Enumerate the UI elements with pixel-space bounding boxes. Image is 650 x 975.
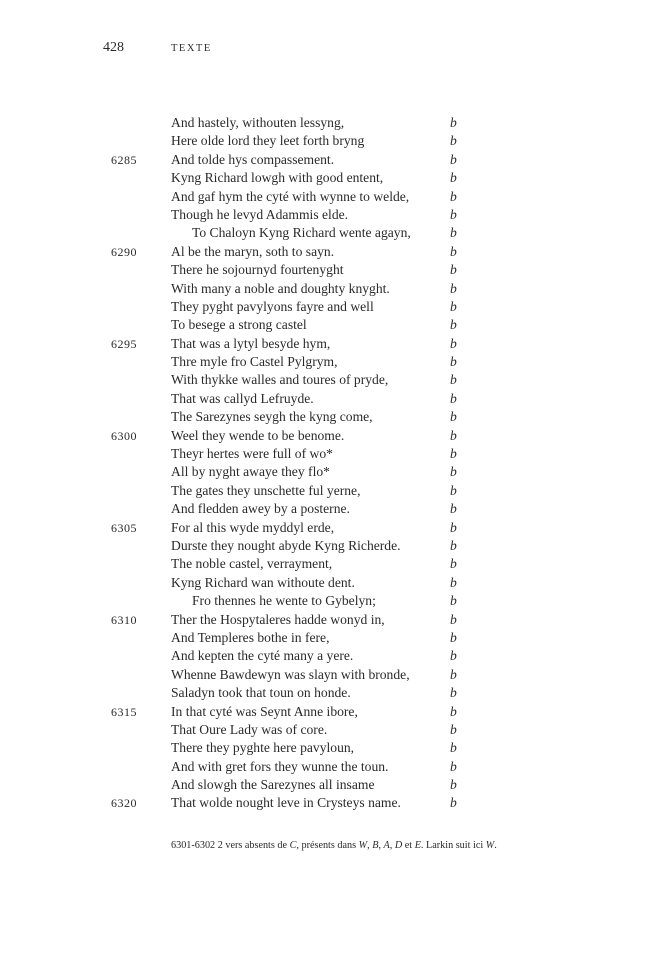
manuscript-siglum: b — [450, 666, 457, 682]
manuscript-siglum: b — [450, 409, 457, 425]
verse-line — [0, 335, 650, 353]
verse-line — [0, 500, 650, 518]
footnote-siglum: C — [289, 840, 297, 851]
verse-line — [0, 721, 650, 739]
verse-text: And slowgh the Sarezynes all insame — [171, 777, 375, 793]
manuscript-siglum: b — [450, 170, 457, 186]
manuscript-siglum: b — [450, 225, 457, 241]
verse-line — [0, 537, 650, 555]
line-number: 6310 — [111, 612, 137, 627]
running-head: TEXTE — [171, 43, 212, 54]
manuscript-siglum: b — [450, 390, 457, 406]
manuscript-siglum: b — [450, 721, 457, 737]
manuscript-siglum: b — [450, 446, 457, 462]
verse-text: Though he levyd Adammis elde. — [171, 206, 349, 222]
line-number: 6305 — [111, 520, 137, 535]
verse-text: In that cyté was Seynt Anne ibore, — [171, 703, 358, 719]
manuscript-siglum: b — [450, 501, 457, 517]
verse-line — [0, 463, 650, 481]
page-header — [103, 40, 543, 58]
verse-line — [0, 132, 650, 150]
verse-text: Thre myle fro Castel Pylgrym, — [171, 354, 338, 370]
verse-line — [0, 647, 650, 665]
verse-text: The noble castel, verrayment, — [171, 556, 333, 572]
verse-text: There they pyghte here pavyloun, — [171, 740, 355, 756]
footnote-siglum: D — [394, 840, 403, 851]
verse-line — [0, 280, 650, 298]
verse-line — [0, 739, 650, 757]
manuscript-siglum: b — [450, 574, 457, 590]
verse-text: And with gret fors they wunne the toun. — [171, 758, 389, 774]
verse-text: Kyng Richard lowgh with good entent, — [171, 170, 384, 186]
manuscript-siglum: b — [450, 151, 457, 167]
manuscript-siglum: b — [450, 206, 457, 222]
footnote-line-ref: 6301-6302 — [171, 840, 216, 851]
manuscript-siglum: b — [450, 685, 457, 701]
verse-line — [0, 316, 650, 334]
manuscript-siglum: b — [450, 372, 457, 388]
manuscript-siglum: b — [450, 298, 457, 314]
manuscript-siglum: b — [450, 243, 457, 259]
verse-text: That Oure Lady was of core. — [171, 721, 328, 737]
manuscript-siglum: b — [450, 188, 457, 204]
verse-text: And gaf hym the cyté with wynne to welde, — [171, 188, 410, 204]
manuscript-siglum: b — [450, 777, 457, 793]
verse-line — [0, 390, 650, 408]
verse-text: The gates they unschette ful yerne, — [171, 482, 361, 498]
verse-line — [0, 574, 650, 592]
verse-text: That was a lytyl besyde hym, — [171, 335, 331, 351]
verse-text: And Templeres bothe in fere, — [171, 629, 330, 645]
verse-line — [0, 629, 650, 647]
verse-text: With thykke walles and toures of pryde, — [171, 372, 389, 388]
verse-text: With many a noble and doughty knyght. — [171, 280, 390, 296]
verse-line — [0, 794, 650, 812]
verse-text: Weel they wende to be benome. — [171, 427, 345, 443]
verse-text: And fledden awey by a posterne. — [171, 501, 350, 517]
verse-line — [0, 519, 650, 537]
verse-text: Saladyn took that toun on honde. — [171, 685, 351, 701]
manuscript-siglum: b — [450, 354, 457, 370]
verse-text: Kyng Richard wan withoute dent. — [171, 574, 355, 590]
manuscript-siglum: b — [450, 629, 457, 645]
verse-line — [0, 188, 650, 206]
verse-line — [0, 169, 650, 187]
verse-line — [0, 445, 650, 463]
line-number: 6290 — [111, 244, 137, 259]
verse-text: The Sarezynes seygh the kyng come, — [171, 409, 373, 425]
footnote-siglum: B — [372, 840, 379, 851]
verse-text: That wolde nought leve in Crysteys name. — [171, 795, 401, 811]
manuscript-siglum: b — [450, 611, 457, 627]
footnote-text: 2 vers absents de — [217, 840, 290, 851]
verse-line — [0, 151, 650, 169]
footnote: 6301-6302 2 vers absents de C, présents dans W, B, A, D et E. Larkin suit ici W. — [171, 840, 497, 851]
manuscript-siglum: b — [450, 703, 457, 719]
verse-line — [0, 114, 650, 132]
verse-line — [0, 243, 650, 261]
verse-text: They pyght pavylyons fayre and well — [171, 298, 374, 314]
verse-text: All by nyght awaye they flo* — [171, 464, 330, 480]
verse-line — [0, 592, 650, 610]
verse-text: To Chaloyn Kyng Richard wente agayn, — [192, 225, 411, 241]
verse-text: Theyr hertes were full of wo* — [171, 446, 333, 462]
verse-line — [0, 666, 650, 684]
verse-text: To besege a strong castel — [171, 317, 307, 333]
footnote-siglum: A — [383, 840, 390, 851]
manuscript-siglum: b — [450, 133, 457, 149]
poem-text-block — [0, 114, 650, 813]
verse-line — [0, 482, 650, 500]
verse-line — [0, 206, 650, 224]
verse-text: There he sojournyd fourtenyght — [171, 262, 344, 278]
footnote-siglum: W — [485, 840, 495, 851]
manuscript-siglum: b — [450, 115, 457, 130]
line-number: 6295 — [111, 336, 137, 351]
manuscript-siglum: b — [450, 335, 457, 351]
line-number: 6285 — [111, 152, 137, 167]
verse-text: For al this wyde myddyl erde, — [171, 519, 335, 535]
verse-text: Whenne Bawdewyn was slayn with bronde, — [171, 666, 410, 682]
manuscript-siglum: b — [450, 740, 457, 756]
manuscript-siglum: b — [450, 556, 457, 572]
line-number: 6300 — [111, 428, 137, 443]
manuscript-siglum: b — [450, 482, 457, 498]
manuscript-siglum: b — [450, 648, 457, 664]
page-number: 428 — [103, 40, 124, 55]
verse-line — [0, 427, 650, 445]
verse-line — [0, 684, 650, 702]
manuscript-siglum: b — [450, 262, 457, 278]
manuscript-siglum: b — [450, 317, 457, 333]
manuscript-siglum: b — [450, 537, 457, 553]
footnote-siglum: W — [358, 840, 368, 851]
verse-text: Durste they nought abyde Kyng Richerde. — [171, 537, 401, 553]
verse-line — [0, 261, 650, 279]
verse-line — [0, 776, 650, 794]
manuscript-siglum: b — [450, 795, 457, 811]
verse-line — [0, 408, 650, 426]
verse-line — [0, 298, 650, 316]
verse-line — [0, 224, 650, 242]
manuscript-siglum: b — [450, 464, 457, 480]
manuscript-siglum: b — [450, 519, 457, 535]
verse-text: Ther the Hospytaleres hadde wonyd in, — [171, 611, 385, 627]
verse-text: And kepten the cyté many a yere. — [171, 648, 354, 664]
manuscript-siglum: b — [450, 280, 457, 296]
manuscript-siglum: b — [450, 593, 457, 609]
verse-line — [0, 371, 650, 389]
verse-text: Fro thennes he wente to Gybelyn; — [192, 593, 376, 609]
verse-line — [0, 555, 650, 573]
verse-line — [0, 611, 650, 629]
manuscript-siglum: b — [450, 427, 457, 443]
verse-line — [0, 758, 650, 776]
verse-text: Here olde lord they leet forth bryng — [171, 133, 365, 149]
verse-text: Al be the maryn, soth to sayn. — [171, 243, 335, 259]
verse-text: That was callyd Lefruyde. — [171, 390, 314, 406]
line-number: 6315 — [111, 704, 137, 719]
verse-text: And tolde hys compassement. — [171, 151, 335, 167]
line-number: 6320 — [111, 796, 137, 811]
verse-line — [0, 703, 650, 721]
verse-text: And hastely, withouten lessyng, — [171, 115, 345, 130]
verse-line — [0, 353, 650, 371]
footnote-siglum: E — [414, 840, 421, 851]
manuscript-siglum: b — [450, 758, 457, 774]
